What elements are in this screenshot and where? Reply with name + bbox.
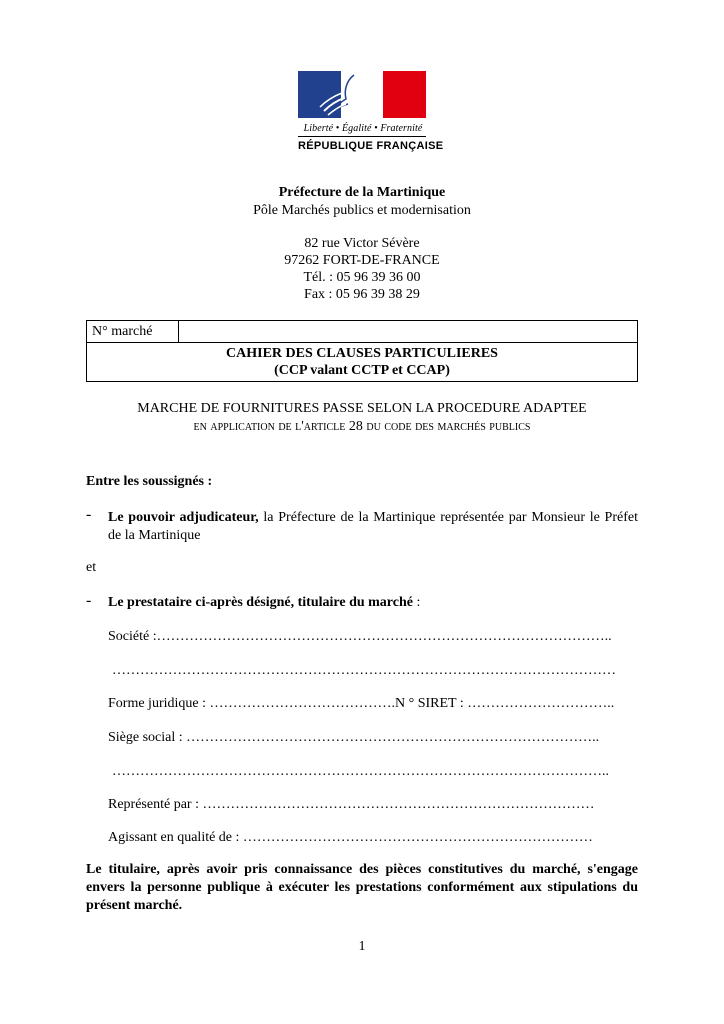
prefecture-name: Préfecture de la Martinique bbox=[278, 185, 446, 200]
contracting-authority-label: Le pouvoir adjudicateur, bbox=[108, 510, 259, 525]
provider-colon: : bbox=[412, 595, 421, 610]
and-text: et bbox=[86, 560, 97, 575]
page-number: 1 bbox=[358, 939, 366, 954]
department-name: Pôle Marchés publics et modernisation bbox=[253, 203, 471, 218]
contracting-authority-paragraph bbox=[108, 509, 638, 545]
contract-number-label: N° marché bbox=[87, 321, 179, 342]
procedure-legal-basis: en application de l'article 28 du code des marchés publics bbox=[193, 419, 531, 434]
phone-number: Tél. : 05 96 39 36 00 bbox=[303, 270, 421, 285]
company-field-continuation[interactable]: ……………………………………………………………………………………………… bbox=[112, 663, 616, 678]
bullet-dash: - bbox=[86, 592, 92, 609]
document-title-line1: CAHIER DES CLAUSES PARTICULIERES bbox=[226, 346, 498, 361]
between-heading: Entre les soussignés : bbox=[86, 474, 213, 489]
represented-by-field[interactable]: Représenté par : ………………………………………………………………………… bbox=[108, 797, 595, 812]
commitment-paragraph: Le titulaire, après avoir pris connaissance des pièces constitutives du marché, s'engage envers la personne publique à exécuter les prestations conformément aux stipulations du présent marché. bbox=[86, 862, 638, 913]
republique-francaise-logo bbox=[298, 71, 444, 157]
address-city: 97262 FORT-DE-FRANCE bbox=[284, 253, 440, 268]
marianne-flag-icon bbox=[298, 71, 426, 118]
legal-form-siret-field[interactable]: Forme juridique : ………………………………….N ° SIRET : ………………………….. bbox=[108, 696, 615, 711]
contract-number-row bbox=[87, 321, 637, 343]
fax-number: Fax : 05 96 39 38 29 bbox=[304, 287, 420, 302]
address-street: 82 rue Victor Sévère bbox=[304, 236, 420, 251]
contract-number-value[interactable] bbox=[179, 321, 637, 342]
document-title bbox=[87, 345, 637, 379]
acting-as-field[interactable]: Agissant en qualité de : ………………………………………………………………… bbox=[108, 830, 593, 845]
document-title-line2: (CCP valant CCTP et CCAP) bbox=[274, 363, 450, 378]
bullet-dash: - bbox=[86, 506, 92, 523]
company-field[interactable]: Société :…………………………………………………………………………………….. bbox=[108, 629, 612, 644]
provider-paragraph bbox=[108, 595, 420, 611]
provider-label: Le prestataire ci-après désigné, titulaire du marché bbox=[108, 595, 413, 610]
republic-motto: Liberté • Égalité • Fraternité bbox=[303, 123, 423, 134]
contracting-authority-text: la Préfecture de la Martinique représentée par Monsieur le Préfet de la Martinique bbox=[108, 510, 638, 543]
logo-divider bbox=[298, 136, 426, 137]
contract-header-table bbox=[86, 320, 638, 382]
head-office-field-continuation[interactable]: …………………………………………………………………………………………….. bbox=[112, 764, 609, 779]
procedure-title: MARCHE DE FOURNITURES PASSE SELON LA PROCEDURE ADAPTEE bbox=[137, 401, 587, 416]
head-office-field[interactable]: Siège social : …………………………………………………………………………….. bbox=[108, 730, 600, 745]
republic-name: RÉPUBLIQUE FRANÇAISE bbox=[298, 140, 444, 152]
